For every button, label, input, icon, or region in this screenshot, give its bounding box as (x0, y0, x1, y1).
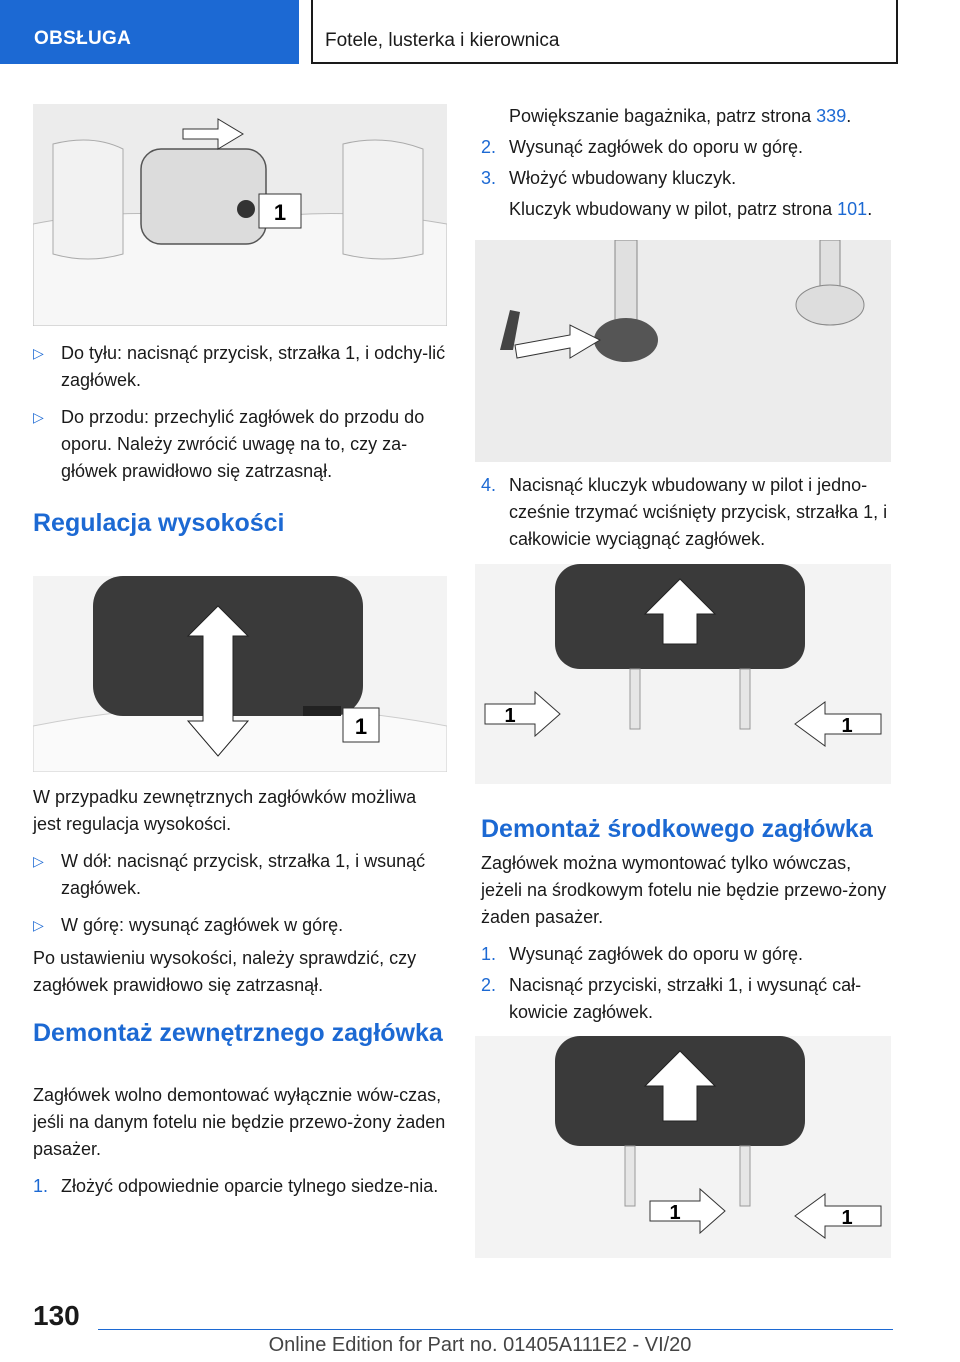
headrest-tilt-figure (33, 104, 447, 326)
outer-removal-text (33, 1082, 448, 1200)
list-item: 3. Włożyć wbudowany kluczyk. (481, 168, 737, 188)
center-removal-text (481, 850, 891, 1026)
list-item: ▷ W górę: wysunąć zagłówek w górę. (33, 912, 448, 939)
triangle-bullet-icon: ▷ (33, 409, 44, 425)
list-item: 2. Nacisnąć przyciski, strzałki 1, i wysunąć cał-kowicie zagłówek. (481, 975, 862, 1022)
edition-note: Online Edition for Part no. 01405A111E2 - VI/20 (268, 1334, 692, 1356)
outer-removal-figure (475, 564, 891, 784)
chapter-title: Fotele, lusterka i kierownica (325, 30, 560, 51)
figure-label: 1 (669, 1202, 681, 1224)
list-item: Kluczyk wbudowany w pilot, patrz strona 101. (509, 199, 873, 219)
list-item: Powiększanie bagażnika, patrz strona 339. (509, 106, 852, 126)
list-item: ▷ W dół: nacisnąć przycisk, strzałka 1, i wsunąć zagłówek. (33, 848, 448, 902)
tilt-instructions (33, 340, 448, 485)
footer-divider (98, 1329, 893, 1330)
step4 (481, 472, 891, 553)
list-item: ▷ Do przodu: przechylić zagłówek do przodu do oporu. Należy zwrócić uwagę na to, czy za-główek prawidłowo się zatrzasnął. (33, 404, 448, 485)
page-link[interactable]: 101 (837, 199, 868, 219)
page-number: 130 (33, 1300, 80, 1331)
list-item: 1. Złożyć odpowiednie oparcie tylnego siedze-nia. (33, 1176, 439, 1196)
list-item: 1. Wysunąć zagłówek do oporu w górę. (481, 944, 803, 964)
figure-label: 1 (504, 705, 516, 727)
figure-label: 1 (354, 714, 368, 739)
figure-label: 1 (841, 1207, 853, 1229)
removal-steps (481, 103, 891, 223)
paragraph: Zagłówek wolno demontować wyłącznie wów-czas, jeśli na danym fotelu nie będzie przewo-żony żaden pasażer. (33, 1085, 446, 1159)
center-removal-figure (475, 1036, 891, 1258)
triangle-bullet-icon: ▷ (33, 917, 44, 933)
heading-height-adjust: Regulacja wysokości (33, 509, 285, 537)
list-item: ▷ Do tyłu: nacisnąć przycisk, strzałka 1, i odchy-lić zagłówek. (33, 340, 448, 394)
paragraph: Zagłówek można wymontować tylko wówczas, jeżeli na środkowym fotelu nie będzie przewo-żony żaden pasażer. (481, 853, 887, 927)
section-tab (0, 0, 299, 64)
triangle-bullet-icon: ▷ (33, 345, 44, 361)
list-item: 2. Wysunąć zagłówek do oporu w górę. (481, 137, 803, 157)
headrest-height-figure (33, 576, 447, 772)
paragraph: Po ustawieniu wysokości, należy sprawdzić, czy zagłówek prawidłowo się zatrzasnął. (33, 948, 417, 995)
chapter-header (311, 0, 898, 64)
key-insert-figure (475, 240, 891, 462)
triangle-bullet-icon: ▷ (33, 853, 44, 869)
heading-outer-removal: Demontaż zewnętrznego zagłówka (33, 1019, 443, 1047)
figure-label: 1 (841, 715, 853, 737)
list-item: 4. Nacisnąć kluczyk wbudowany w pilot i jedno-cześnie trzymać wciśnięty przycisk, strzałka 1, i całkowicie wyciągnąć zagłówek. (481, 475, 888, 549)
figure-label: 1 (273, 200, 287, 225)
heading-center-removal: Demontaż środkowego zagłówka (481, 815, 873, 843)
height-instructions (33, 784, 448, 999)
section-title: OBSŁUGA (34, 28, 132, 49)
page-link[interactable]: 339 (816, 106, 847, 126)
paragraph: W przypadku zewnętrznych zagłówków możliwa jest regulacja wysokości. (33, 787, 417, 834)
